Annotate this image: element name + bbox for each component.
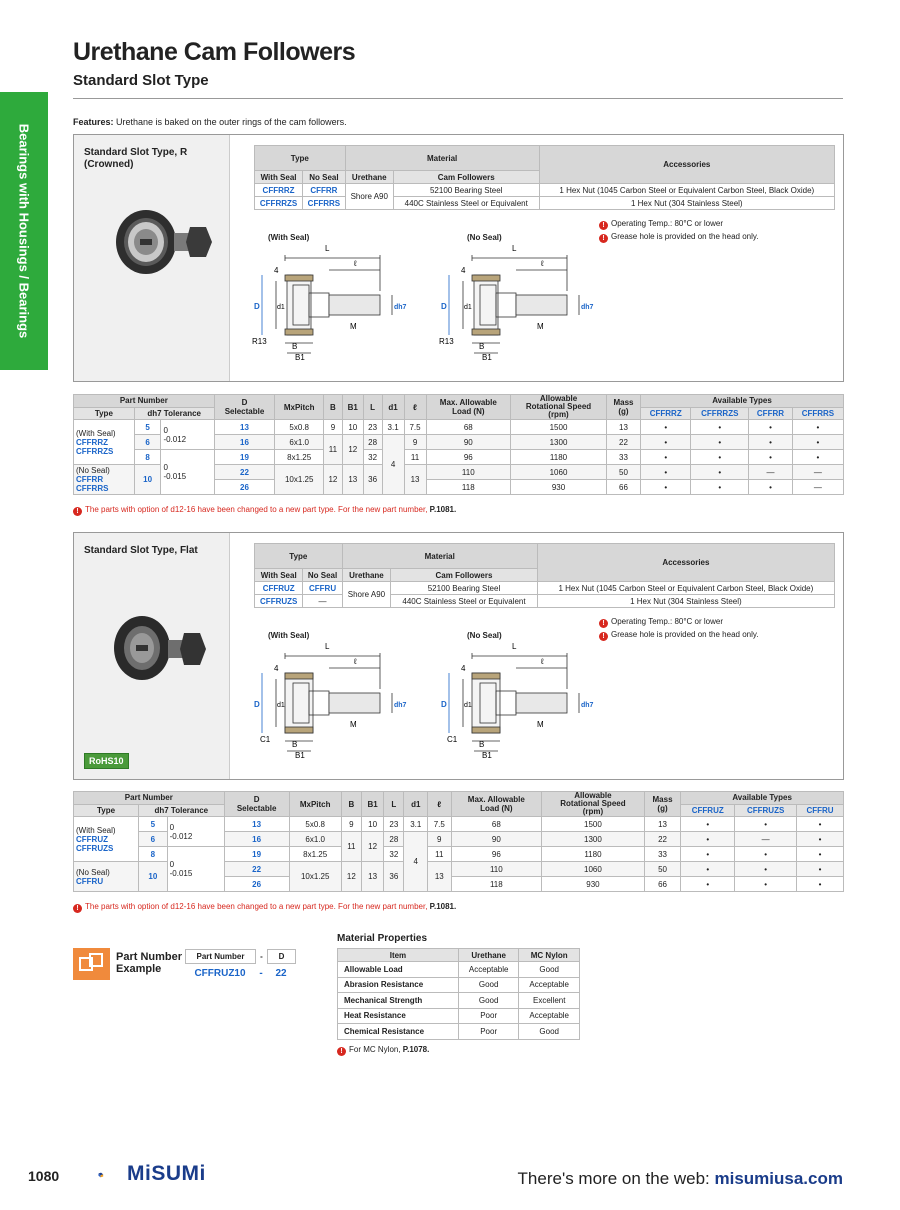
table-row: 26 118 930 66 • • • —: [74, 480, 844, 495]
svg-text:d1: d1: [277, 702, 285, 709]
material-properties-table: Item Urethane MC Nylon Allowable Load Acceptable Good Abrasion Resistance Good Acceptable Mechanical Strength Good Excellent Heat Resistance Poor Acceptable Chemical Resistance Poor Good: [337, 948, 580, 1040]
table-row: 6 16 6x1.0 11 12 28 4 9 90 1300 22 • • • •: [74, 435, 844, 450]
svg-text:d1: d1: [464, 702, 472, 709]
svg-text:M: M: [350, 322, 357, 331]
rohs-badge: RoHS10: [84, 753, 129, 769]
svg-text:dh7: dh7: [394, 304, 407, 311]
dimension-diagram-no-seal: [439, 231, 594, 362]
svg-text:L: L: [325, 642, 330, 651]
page-number: 1080: [28, 1168, 60, 1184]
panel-title: Standard Slot Type, R (Crowned): [84, 147, 188, 170]
svg-text:C1: C1: [447, 735, 458, 744]
web-footer: There's more on the web: misumiusa.com: [517, 1169, 843, 1188]
page-title: Urethane Cam Followers: [73, 38, 356, 66]
svg-text:d1: d1: [464, 304, 472, 311]
table-row: (No Seal) CFFRR CFFRRS 10 22 10x1.25 12 13 36 13 110 1060 50 • • — —: [74, 465, 844, 480]
svg-text:B1: B1: [295, 353, 305, 362]
svg-text:L: L: [512, 642, 517, 651]
table-row: 26 118 930 66 • • •: [74, 877, 844, 892]
svg-text:M: M: [537, 322, 544, 331]
svg-text:D: D: [254, 700, 260, 709]
diagram-label: (No Seal): [467, 631, 502, 640]
title-divider: [73, 98, 843, 99]
svg-text:4: 4: [461, 266, 466, 275]
svg-text:B: B: [479, 740, 485, 749]
svg-text:C1: C1: [260, 735, 271, 744]
svg-text:D: D: [441, 700, 447, 709]
svg-text:R13: R13: [439, 337, 454, 346]
svg-text:4: 4: [274, 266, 279, 275]
part-table-flat: Part Number D Selectable MxPitch B B1 L d1 ℓ Max. Allowable Load (N) Allowable Rotational Speed (rpm) Mass (g) Available Types Type dh7 Tolerance CFFRUZ CFFRUZS CFFRU (With Seal) CFFRUZ CFFRUZS 5 0 -0.012 13 5x0.8 9 10 23 3.1 7.5 68 1500 13 • • • 6 16 6x1.0 11 12 28 4 9 90 1300 22 • — • 8 0 -0.015 19 8x1.25 32 11 96 1180 33 • • • (No Seal) CFFRU 10 22 10x1.25 12 13 36 13 110 1060 50 • • • 26 118 930 66 • • •: [73, 791, 844, 892]
svg-text:D: D: [254, 302, 260, 311]
svg-text:4: 4: [274, 664, 279, 673]
material-note: ! For MC Nylon, P.1078.: [337, 1045, 429, 1056]
product-panel-flat: [73, 532, 844, 780]
misumi-logo-icon: [98, 1162, 124, 1188]
svg-text:B: B: [292, 740, 298, 749]
part-table-crowned: Part Number D Selectable MxPitch B B1 L d1 ℓ Max. Allowable Load (N) Allowable Rotational Speed (rpm) Mass (g) Available Types Type dh7 Tolerance CFFRRZ CFFRRZS CFFRR CFFRRS (With Seal) CFFRRZ CFFRRZS 5 0 -0.012 13 5x0.8 9 10 23 3.1 7.5 68 1500 13 • • • • 6 16 6x1.0 11 12 28 4 9 90 1300 22 • • • • 8 0 -0.015 19 8x1.25 32 11 96 1180 33 • • • • (No Seal) CFFRR CFFRRS 10 22 10x1.25 12 13 36 13 110 1060 50 • • — — 26 118 930 66 • • • —: [73, 394, 844, 495]
cam-follower-image: [104, 205, 214, 275]
page-subtitle: Standard Slot Type: [73, 72, 209, 89]
svg-text:B: B: [292, 342, 298, 351]
page-link[interactable]: P.1081.: [429, 505, 457, 514]
notes: ! Operating Temp.: 80°C or lower ! Grease hole is provided on the head only.: [599, 615, 759, 641]
change-note: ! The parts with option of d12-16 have been changed to a new part type. For the new part number, P.1081.: [73, 505, 456, 516]
material-table: Type Material Accessories With Seal No Seal Urethane Cam Followers CFFRUZ CFFRU Shore A90 52100 Bearing Steel 1 Hex Nut (1045 Carbon Steel or Equivalent Carbon Steel, Black Oxide) CFFRUZS — 440C Stainless Steel or Equivalent 1 Hex Nut (304 Stainless Steel): [254, 543, 835, 608]
material-properties-title: Material Properties: [337, 933, 428, 944]
part-number-example-label: Part Number Example: [116, 951, 183, 975]
panel-title: Standard Slot Type, Flat: [84, 545, 198, 556]
material-table: Type Material Accessories With Seal No Seal Urethane Cam Followers CFFRRZ CFFRR Shore A90 52100 Bearing Steel 1 Hex Nut (1045 Carbon Steel or Equivalent Carbon Steel, Black Oxide) CFFRRZS CFFRRS 440C Stainless Steel or Equivalent 1 Hex Nut (304 Stainless Steel): [254, 145, 835, 210]
dimension-diagram-no-seal: [439, 629, 594, 760]
diagram-label: (With Seal): [268, 233, 310, 242]
svg-text:M: M: [350, 720, 357, 729]
warning-icon: !: [73, 904, 82, 913]
page-link[interactable]: P.1081.: [429, 902, 457, 911]
table-row: Chemical Resistance Poor Good: [338, 1024, 580, 1040]
table-row: Abrasion Resistance Good Acceptable: [338, 977, 580, 993]
cam-follower-image: [104, 613, 214, 683]
svg-text:dh7: dh7: [581, 702, 594, 709]
table-row: 8 0 -0.015 19 8x1.25 32 11 96 1180 33 • • • •: [74, 450, 844, 465]
svg-text:B: B: [479, 342, 485, 351]
notes: ! Operating Temp.: 80°C or lower ! Grease hole is provided on the head only.: [599, 217, 759, 243]
svg-text:dh7: dh7: [581, 304, 594, 311]
table-row: (No Seal) CFFRU 10 22 10x1.25 12 13 36 13 110 1060 50 • • •: [74, 862, 844, 877]
page-link[interactable]: P.1078.: [402, 1045, 430, 1054]
table-row: 6 16 6x1.0 11 12 28 4 9 90 1300 22 • — •: [74, 832, 844, 847]
table-row: Heat Resistance Poor Acceptable: [338, 1008, 580, 1024]
svg-text:d1: d1: [277, 304, 285, 311]
diagram-label: (With Seal): [268, 631, 310, 640]
svg-text:ℓ: ℓ: [541, 259, 544, 268]
diagram-label: (No Seal): [467, 233, 502, 242]
website-link[interactable]: misumiusa.com: [714, 1169, 843, 1188]
table-row: Mechanical Strength Good Excellent: [338, 993, 580, 1009]
svg-text:B1: B1: [482, 751, 492, 760]
svg-text:R13: R13: [252, 337, 267, 346]
part-number-format: Part Number - D: [185, 949, 296, 964]
features-line: Features: Urethane is baked on the outer rings of the cam followers.: [73, 117, 347, 127]
svg-text:B1: B1: [295, 751, 305, 760]
table-row: (With Seal) CFFRRZ CFFRRZS 5 0 -0.012 13 5x0.8 9 10 23 3.1 7.5 68 1500 13 • • • •: [74, 420, 844, 435]
svg-text:ℓ: ℓ: [354, 259, 357, 268]
svg-text:ℓ: ℓ: [354, 657, 357, 666]
warning-icon: !: [599, 619, 608, 628]
svg-text:4: 4: [461, 664, 466, 673]
part-number-example-icon: [73, 948, 110, 980]
table-row: Allowable Load Acceptable Good: [338, 962, 580, 978]
dimension-diagram-with-seal: [252, 231, 407, 362]
svg-text:L: L: [325, 244, 330, 253]
warning-icon: !: [599, 632, 608, 641]
svg-text:D: D: [441, 302, 447, 311]
side-tab[interactable]: [0, 92, 48, 370]
table-row: (With Seal) CFFRUZ CFFRUZS 5 0 -0.012 13 5x0.8 9 10 23 3.1 7.5 68 1500 13 • • •: [74, 817, 844, 832]
side-tab-label: Bearings with Housings / Bearings: [16, 123, 32, 339]
table-row: 8 0 -0.015 19 8x1.25 32 11 96 1180 33 • • •: [74, 847, 844, 862]
part-number-example-values: CFFRUZ10 - 22: [194, 968, 287, 979]
brand-name: MiSUMi: [127, 1162, 206, 1185]
warning-icon: !: [599, 234, 608, 243]
dimension-diagram-with-seal: [252, 629, 407, 760]
warning-icon: !: [73, 507, 82, 516]
change-note: ! The parts with option of d12-16 have been changed to a new part type. For the new part number, P.1081.: [73, 902, 456, 913]
svg-text:dh7: dh7: [394, 702, 407, 709]
svg-text:L: L: [512, 244, 517, 253]
svg-text:ℓ: ℓ: [541, 657, 544, 666]
warning-icon: !: [337, 1047, 346, 1056]
svg-text:B1: B1: [482, 353, 492, 362]
svg-text:M: M: [537, 720, 544, 729]
warning-icon: !: [599, 221, 608, 230]
product-panel-crowned: [73, 134, 844, 382]
